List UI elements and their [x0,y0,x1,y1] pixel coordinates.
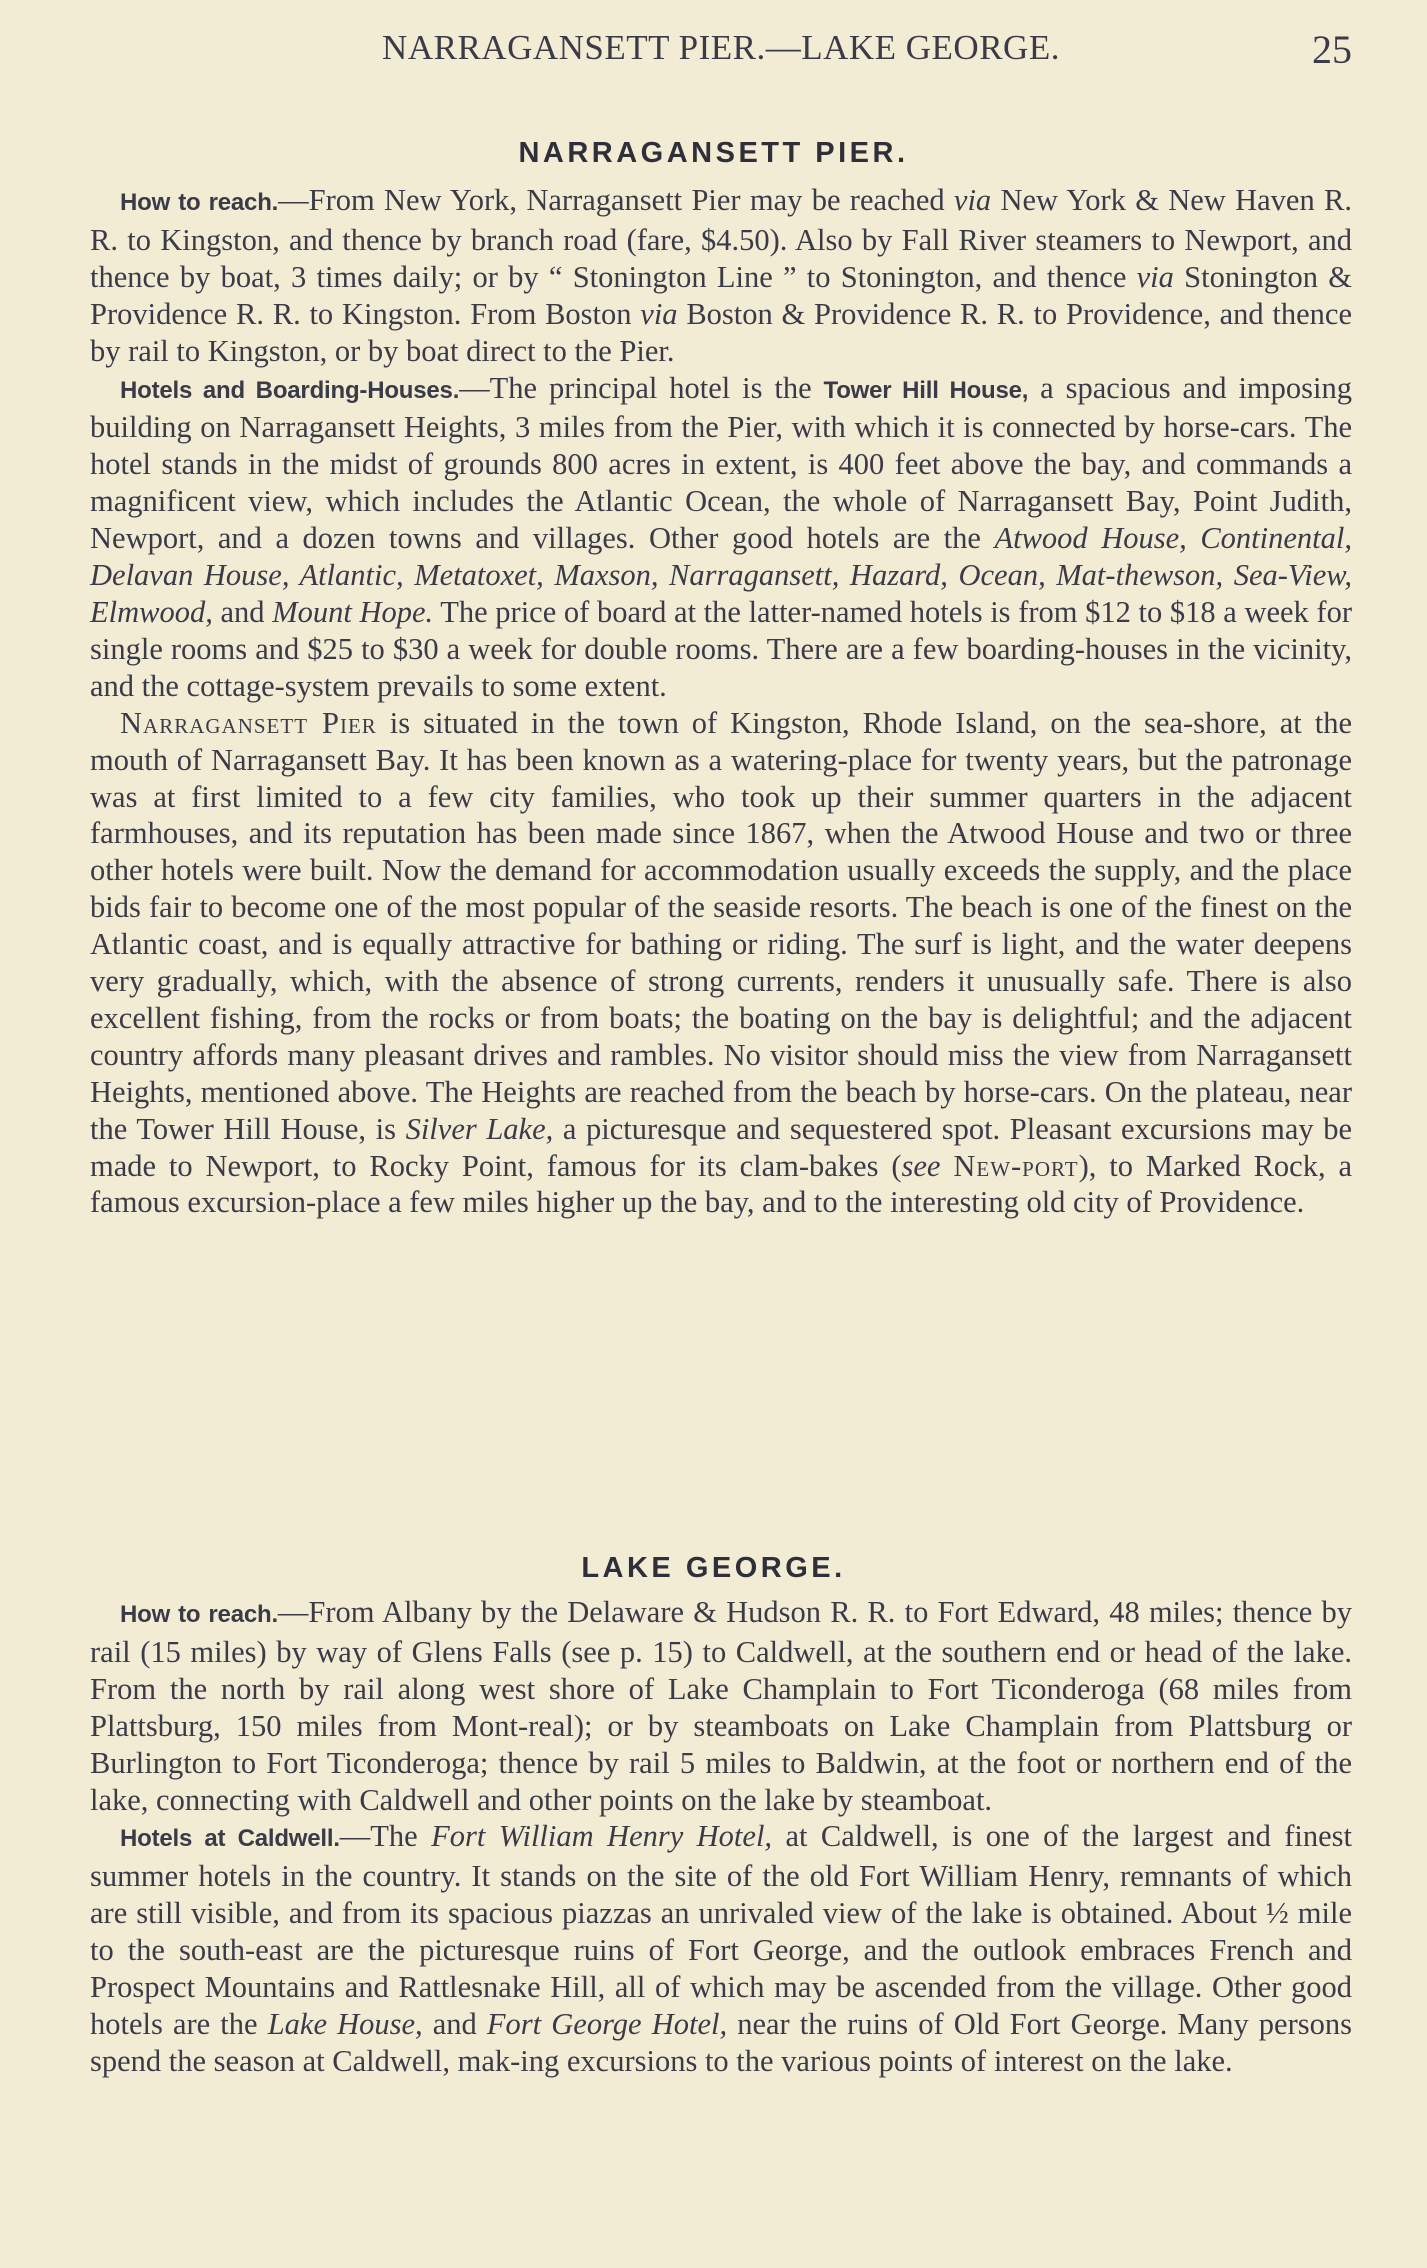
italic-text: Atwood House, Continental, Delavan House, Atlantic, Metatoxet, Maxson, Narragansett, Hazard, Ocean, Mat-thewson, Sea-View, Elmwood, [90,521,1352,629]
bold-run-in-text: How to reach. [120,1601,278,1628]
bold-run-in-text: Hotels at Caldwell. [120,1825,340,1853]
section-heading-lake-george: LAKE GEORGE. [581,1552,846,1584]
paragraph-how-to-reach: How to reach.—From New York, Narragansett Pier may be reached via New York & New Haven R. R. to Kingston, and thence by branch road (fare, $4.50). Also by Fall River steamers to Newport, and thence by boat, 3 times daily; or by “ Stonington Line ” to Stonington, and thence via Stonington & Providence R. R. to Kingston. From Boston via Boston & Providence R. R. to Providence, and thence by rail to Kingston, or by boat direct to the Pier. [90,183,1352,368]
italic-text: Lake House, [267,2006,423,2041]
paragraph-hotels-at-caldwell: Hotels at Caldwell.—The Fort William Henry Hotel, at Caldwell, is one of the largest and finest summer hotels in the country. It stands on the site of the old Fort William Henry, remnants of which are still visible, and from its spacious piazzas an unrivaled view of the lake is obtained. About ½ mile to the south-east are the picturesque ruins of Fort George, and the outlook embraces French and Prospect Mountains and Rattlesnake Hill, all of which may be ascended from the village. Other good hotels are the Lake House, and Fort George Hotel, near the ruins of Old Fort George. Many persons spend the season at Caldwell, mak-ing excursions to the various points of interest on the lake. [90,1819,1352,2078]
page-number: 25 [1312,27,1352,72]
italic-text: see [901,1148,941,1183]
paragraph-narragansett-pier-description: Narragansett Pier is situated in the town of Kingston, Rhode Island, on the sea-shore, at the mouth of Narragansett Bay. It has been known as a watering-place for twenty years, but the patronage was at first limited to a few city families, who took up their summer quarters in the adjacent farmhouses, and its reputation has been made since 1867, when the Atwood House and two or three other hotels were built. Now the demand for accommodation usually exceeds the supply, and the place bids fair to become one of the most popular of the seaside resorts. The beach is one of the finest on the Atlantic coast, and is equally attractive for bathing or riding. The surf is light, and the water deepens very gradually, which, with the absence of strong currents, renders it unusually safe. There is also excellent fishing, from the rocks or from boats; the boating on the bay is delightful; and the adjacent country affords many pleasant drives and rambles. No visitor should miss the view from Narragansett Heights, mentioned above. The Heights are reached from the beach by horse-cars. On the plateau, near the Tower Hill House, is Silver Lake, a picturesque and sequestered spot. Pleasant excursions may be made to Newport, to Rocky Point, famous for its clam-bakes (see New-port), to Marked Rock, a famous excursion-place a few miles higher up the bay, and to the interesting old city of Providence. [90,705,1353,1220]
section-body-narragansett-pier [90,182,1352,1221]
italic-text: via [1136,259,1174,294]
italic-text: Fort George Hotel, [486,2006,728,2041]
running-head [90,26,1352,76]
bold-run-in-text: Hotels and Boarding-Houses. [120,376,460,404]
italic-text: Mount Hope. [272,594,434,629]
italic-text: Silver Lake, [405,1111,554,1146]
italic-text: via [953,183,992,217]
bold-run-in-text: Tower Hill House, [823,376,1029,404]
section-heading-narragansett-pier: NARRAGANSETT PIER. [518,137,909,169]
section-body-lake-george [90,1594,1352,2080]
italic-text: Fort William Henry Hotel, [431,1819,773,1854]
paragraph-how-to-reach: How to reach.—From Albany by the Delaware & Hudson R. R. to Fort Edward, 48 miles; thence by rail (15 miles) by way of Glens Falls (see p. 15) to Caldwell, at the southern end or head of the lake. From the north by rail along west shore of Lake Champlain to Fort Ticonderoga (68 miles from Plattsburg, 150 miles from Mont-real); or by steamboats on Lake Champlain from Plattsburg or Burlington to Fort Ticonderoga; thence by rail 5 miles to Baldwin, at the foot or northern end of the lake, connecting with Caldwell and other points on the lake by steamboat. [90,1595,1352,1817]
paragraph-hotels-and-boarding-houses: Hotels and Boarding-Houses.—The principal hotel is the Tower Hill House, a spacious and imposing building on Narragansett Heights, 3 miles from the Pier, with which it is connected by horse-cars. The hotel stands in the midst of grounds 800 acres in extent, is 400 feet above the bay, and commands a magnificent view, which includes the Atlantic Ocean, the whole of Narragansett Bay, Point Judith, Newport, and a dozen towns and villages. Other good hotels are the Atwood House, Continental, Delavan House, Atlantic, Metatoxet, Maxson, Narragansett, Hazard, Ocean, Mat-thewson, Sea-View, Elmwood, and Mount Hope. The price of board at the latter-named hotels is from $12 to $18 a week for single rooms and $25 to $30 a week for double rooms. There are a few boarding-houses in the vicinity, and the cottage-system prevails to some extent. [90,370,1352,703]
small-caps-text: New-port [953,1148,1079,1183]
small-caps-text: Narragansett Pier [120,705,377,740]
italic-text: via [640,296,678,331]
running-title: NARRAGANSETT PIER.—LAKE GEORGE. [382,28,1060,67]
bold-run-in-text: How to reach. [120,189,279,216]
